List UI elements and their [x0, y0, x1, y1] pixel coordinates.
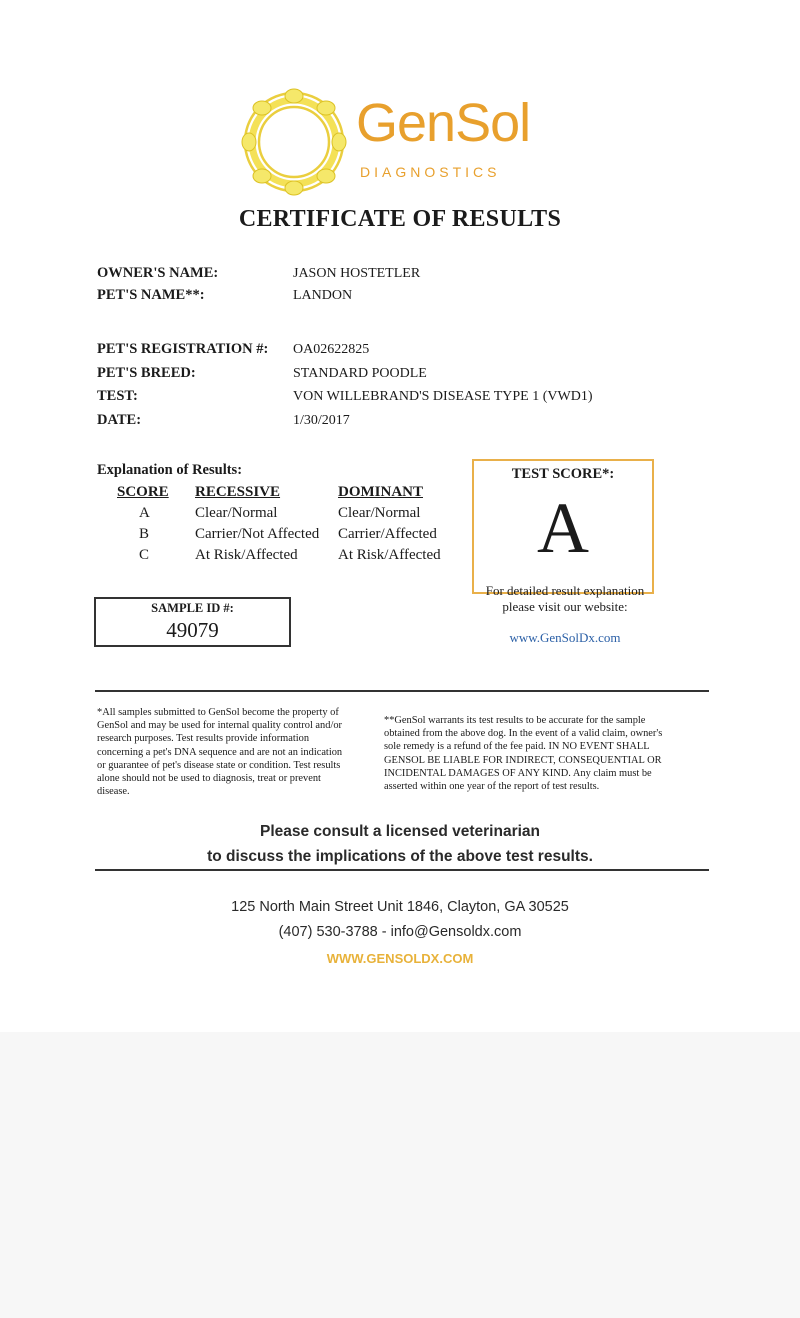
- disclaimer-left-line: concerning a pet's DNA sequence and are not an indication: [97, 746, 343, 758]
- row-b-recessive: Carrier/Not Affected: [195, 526, 320, 542]
- disclaimer-left-line: *All samples submitted to GenSol become the property of: [97, 707, 339, 718]
- owner-name-label: OWNER'S NAME:: [97, 265, 219, 281]
- consult-line-2: to discuss the implications of the above test results.: [207, 848, 593, 865]
- detail-line-2: please visit our website:: [502, 599, 628, 614]
- detail-line-1: For detailed result explanation: [485, 583, 645, 598]
- row-c-recessive: At Risk/Affected: [195, 547, 298, 563]
- date-value: 1/30/2017: [293, 413, 350, 428]
- test-score-label: TEST SCORE*:: [511, 466, 615, 482]
- disclaimer-right-line: asserted within one year of the report of test results.: [384, 781, 600, 793]
- sample-id-box: [94, 597, 291, 647]
- breed-value: STANDARD POODLE: [293, 366, 427, 381]
- row-a-recessive: Clear/Normal: [195, 505, 278, 521]
- row-a-dominant: Clear/Normal: [338, 505, 421, 521]
- disclaimer-left: [97, 706, 382, 798]
- disclaimer-right-line: GENSOL BE LIABLE FOR INDIRECT, CONSEQUENTIAL OR: [384, 754, 662, 766]
- dna-ring-icon: [232, 86, 356, 198]
- header-score: SCORE: [117, 484, 169, 500]
- disclaimer-left-line: research purposes. Test results provide information: [97, 733, 310, 745]
- consult-line-1: Please consult a licensed veterinarian: [260, 823, 540, 840]
- row-b-dominant: Carrier/Affected: [338, 526, 437, 542]
- owner-name-value: JASON HOSTETLER: [293, 266, 421, 281]
- row-c-score: C: [139, 547, 150, 563]
- registration-label: PET'S REGISTRATION #:: [97, 341, 269, 357]
- address-text: 125 North Main Street Unit 1846, Clayton, GA 30525: [231, 899, 569, 915]
- disclaimer-left-line: disease.: [97, 786, 130, 798]
- disclaimer-left-line: or guarantee of pet's disease state or condition. Test results: [97, 759, 341, 771]
- disclaimer-right-line: **GenSol warrants its test results to be accurate for the sample: [384, 715, 646, 726]
- row-c-dominant: At Risk/Affected: [338, 547, 441, 563]
- logo-wordmark: GenSol: [356, 93, 531, 153]
- breed-label: PET'S BREED:: [97, 365, 196, 381]
- website-link[interactable]: www.GenSolDx.com: [509, 630, 621, 645]
- pet-name-value: LANDON: [293, 288, 353, 303]
- explanation-title: Explanation of Results:: [97, 462, 243, 478]
- divider-bottom: [95, 869, 709, 871]
- header-dominant: DOMINANT: [338, 484, 423, 500]
- divider-top: [95, 690, 709, 692]
- disclaimer-right-line: obtained from the above dog. In the event of a valid claim, owner's: [384, 728, 663, 740]
- phone-email-text: (407) 530-3788 - info@Gensoldx.com: [278, 924, 522, 940]
- disclaimer-right-line: INCIDENTAL DAMAGES OF ANY KIND. Any claim must be: [384, 767, 652, 779]
- page-bottom-shade: [0, 1032, 800, 1318]
- disclaimer-left-line: alone should not be used to diagnosis, treat or prevent: [97, 773, 321, 785]
- row-a-score: A: [139, 505, 150, 521]
- test-score-box: [472, 459, 654, 594]
- registration-value: OA02622825: [293, 342, 370, 357]
- pet-name-label: PET'S NAME**:: [97, 287, 205, 303]
- test-value: VON WILLEBRAND'S DISEASE TYPE 1 (VWD1): [293, 389, 593, 404]
- test-label: TEST:: [97, 388, 138, 404]
- sample-id-label: SAMPLE ID #:: [151, 601, 234, 615]
- test-score-value: A: [537, 488, 589, 568]
- sample-id-value: 49079: [166, 618, 219, 642]
- footer-website[interactable]: WWW.GENSOLDX.COM: [326, 951, 474, 966]
- row-b-score: B: [139, 526, 150, 542]
- header-recessive: RECESSIVE: [195, 484, 281, 500]
- logo-subtitle: DIAGNOSTICS: [360, 164, 501, 180]
- date-label: DATE:: [97, 412, 142, 428]
- detail-explanation-text: [470, 583, 660, 615]
- disclaimer-right: [384, 714, 704, 793]
- certificate-title: CERTIFICATE OF RESULTS: [238, 206, 562, 232]
- disclaimer-left-line: GenSol and may be used for internal quality control and/or: [97, 720, 342, 732]
- gensol-logo: [232, 86, 532, 198]
- disclaimer-right-line: sole remedy is a refund of the fee paid. IN NO EVENT SHALL: [384, 741, 650, 753]
